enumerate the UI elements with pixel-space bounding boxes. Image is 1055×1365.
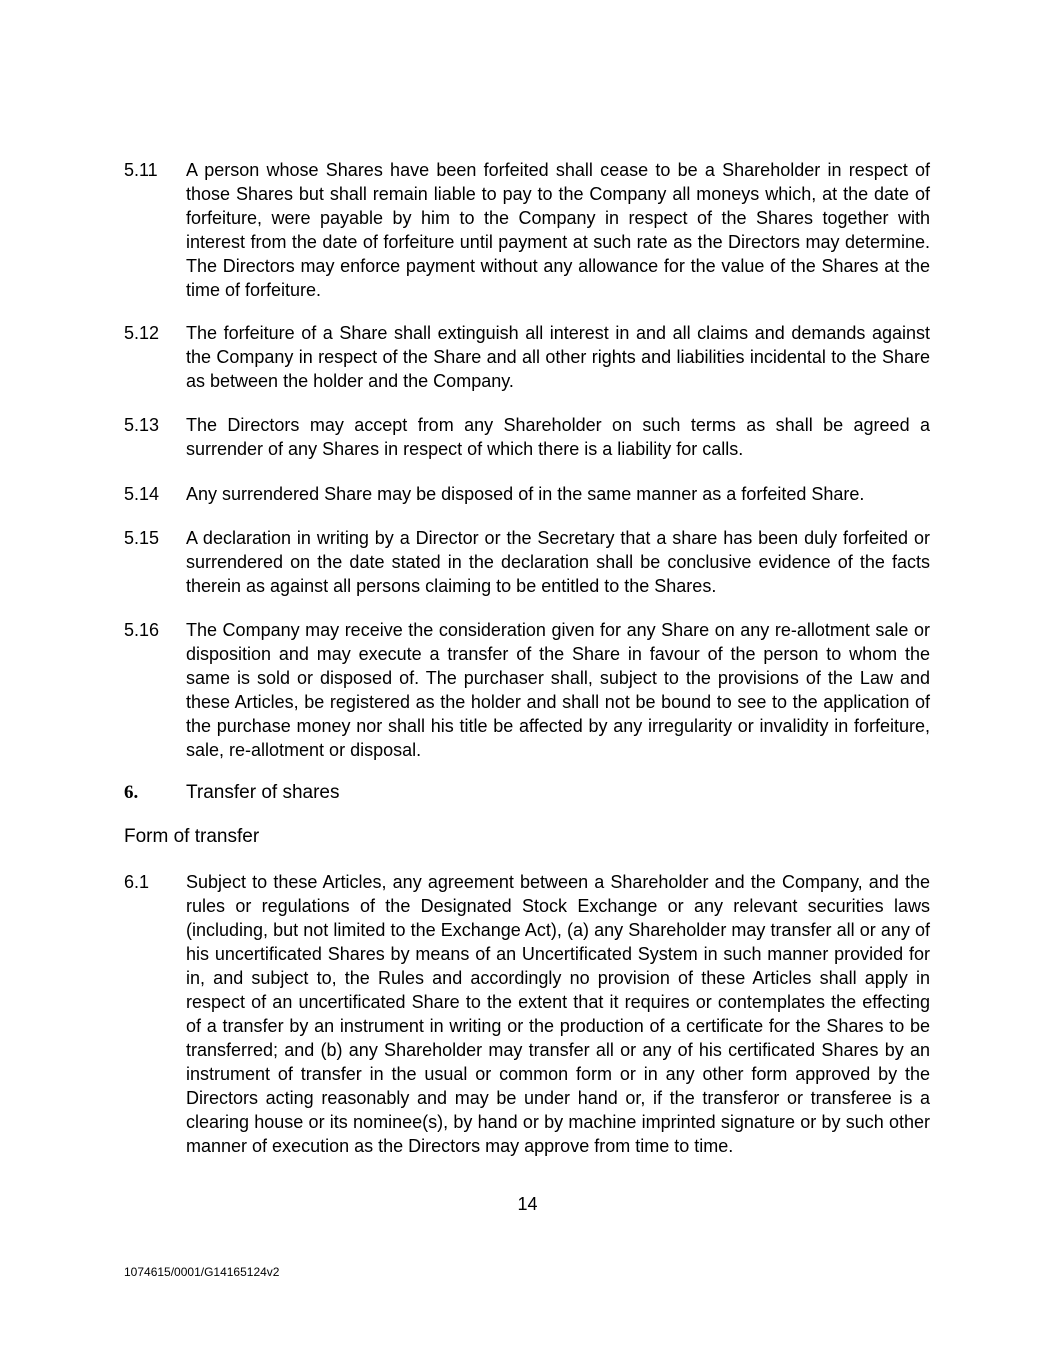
clause-5-13 <box>124 413 930 461</box>
clause-text: Subject to these Articles, any agreement between a Shareholder and the Company, and the rules or regulations of the Designated Stock Exchange or any relevant securities laws (including, but not limited to the Exchange Act), (a) any Shareholder may transfer all or any of his uncertificated Shares by means of an Uncertificated System in such manner provided for in, and subject to, the Rules and accordingly no provision of these Articles shall apply in respect of an uncertificated Share to the extent that it requires or contemplates the effecting of a transfer by an instrument in writing or the production of a certificate for the Shares to be transferred; and (b) any Shareholder may transfer all or any of his certificated Shares by an instrument of transfer in the usual or common form or in any other form approved by the Directors acting reasonably and may be under hand or, if the transferor or transferee is a clearing house or its nominee(s), by hand or by machine imprinted signature or by such other manner of execution as the Directors may approve from time to time. <box>186 872 930 1156</box>
clause-text: A person whose Shares have been forfeited shall cease to be a Shareholder in respect of those Shares but shall remain liable to pay to the Company all moneys which, at the date of forfeiture, were payable by him to the Company in respect of the Shares together with interest from the date of forfeiture until payment at such rate as the Directors may determine. The Directors may enforce payment without any allowance for the value of the Shares at the time of forfeiture. <box>186 160 930 300</box>
clause-text: The Company may receive the consideration given for any Share on any re-allotment sale or disposition and may execute a transfer of the Share in favour of the person to whom the same is sold or disposed of. The purchaser shall, subject to the provisions of the Law and these Articles, be registered as the holder and shall not be bound to see to the application of the purchase money nor shall his title be affected by any irregularity or invalidity in forfeiture, sale, re-allotment or disposal. <box>186 620 930 760</box>
clause-5-16 <box>124 618 930 762</box>
clause-number: 5.13 <box>124 415 160 435</box>
page-number: 14 <box>517 1194 538 1214</box>
clause-5-15 <box>124 526 930 598</box>
document-reference: 1074615/0001/G14165124v2 <box>124 1265 280 1279</box>
clause-6-1 <box>124 870 930 1158</box>
clause-text: The forfeiture of a Share shall extinguish all interest in and all claims and demands against the Company in respect of the Share and all other rights and liabilities incidental to the Share as between the holder and the Company. <box>186 323 930 391</box>
clause-number: 5.12 <box>124 323 160 343</box>
clause-5-11 <box>124 158 930 302</box>
clause-text: The Directors may accept from any Shareholder on such terms as shall be agreed a surrender of any Shares in respect of which there is a liability for calls. <box>186 415 930 459</box>
clause-number: 5.11 <box>124 160 158 180</box>
clause-text: Any surrendered Share may be disposed of in the same manner as a forfeited Share. <box>186 484 865 504</box>
clause-number: 5.16 <box>124 620 160 640</box>
section-number: 6. <box>124 782 139 803</box>
clause-5-12 <box>124 321 930 393</box>
clause-number: 6.1 <box>124 872 150 892</box>
clause-number: 5.15 <box>124 528 160 548</box>
clause-number: 5.14 <box>124 484 160 504</box>
section-title: Transfer of shares <box>186 782 340 803</box>
clause-5-14 <box>124 482 930 506</box>
clause-text: A declaration in writing by a Director or the Secretary that a share has been duly forfeited or surrendered on the date stated in the declaration shall be conclusive evidence of the facts therein as against all persons claiming to be entitled to the Shares. <box>186 528 930 596</box>
subheading: Form of transfer <box>124 826 260 847</box>
